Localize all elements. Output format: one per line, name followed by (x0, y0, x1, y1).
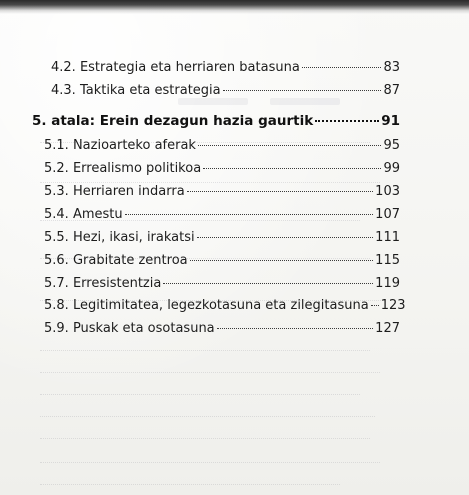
toc-entry-label: 5.5. Hezi, ikasi, irakatsi (44, 230, 195, 245)
dot-leader (190, 260, 374, 261)
toc-entry-4-2 (51, 60, 400, 75)
toc-entry-5-5 (44, 230, 400, 245)
toc-entry-label: 5.9. Puskak eta osotasuna (44, 321, 215, 336)
toc-chapter-label: 5. atala: Erein dezagun hazia gaurtik (32, 113, 314, 129)
toc-entry-page: 83 (383, 60, 400, 75)
toc-entry-page: 127 (375, 321, 400, 336)
dot-leader (315, 120, 379, 122)
toc-entry-5-3 (44, 184, 400, 199)
toc-entry-4-3 (51, 83, 400, 98)
toc-entry-label: 5.8. Legitimitatea, legezkotasuna eta zilegitasuna (44, 298, 369, 313)
toc-chapter-5 (32, 113, 400, 129)
dot-leader (203, 168, 381, 169)
toc-entry-label: 5.2. Errealismo politikoa (44, 161, 202, 176)
toc-entry-label: 4.3. Taktika eta estrategia (51, 83, 221, 98)
toc-entry-page: 107 (375, 207, 400, 222)
dot-leader (302, 67, 382, 68)
toc-chapter-page: 91 (381, 113, 400, 129)
toc-entry-label: 4.2. Estrategia eta herriaren batasuna (51, 60, 300, 75)
dot-leader (187, 191, 373, 192)
toc-entry-label: 5.6. Grabitate zentroa (44, 253, 188, 268)
toc-entry-5-2 (44, 161, 400, 176)
toc-entry-page: 87 (383, 83, 400, 98)
toc-entry-label: 5.7. Erresistentzia (44, 276, 162, 291)
toc-entry-page: 119 (375, 276, 400, 291)
toc-entry-page: 111 (375, 230, 400, 245)
toc-entry-5-9 (44, 321, 400, 336)
toc-entry-page: 95 (383, 138, 400, 153)
toc-entry-label: 5.3. Herriaren indarra (44, 184, 185, 199)
toc-entry-5-1 (44, 138, 400, 153)
toc-entry-label: 5.1. Nazioarteko aferak (44, 138, 196, 153)
dot-leader (217, 328, 374, 329)
toc-entry-page: 115 (375, 253, 400, 268)
toc-entry-5-8 (44, 298, 406, 313)
dot-leader (223, 90, 382, 91)
dot-leader (198, 145, 381, 146)
toc-entry-page: 123 (380, 298, 406, 313)
dot-leader (197, 237, 374, 238)
toc-entry-page: 103 (375, 184, 400, 199)
dot-leader (125, 214, 374, 215)
toc-entry-5-4 (44, 207, 400, 222)
toc-entry-page: 99 (383, 161, 400, 176)
toc-entry-5-6 (44, 253, 400, 268)
toc-entry-5-7 (44, 276, 400, 291)
dot-leader (163, 283, 373, 284)
dot-leader (371, 305, 379, 306)
toc-entry-label: 5.4. Amestu (44, 207, 123, 222)
